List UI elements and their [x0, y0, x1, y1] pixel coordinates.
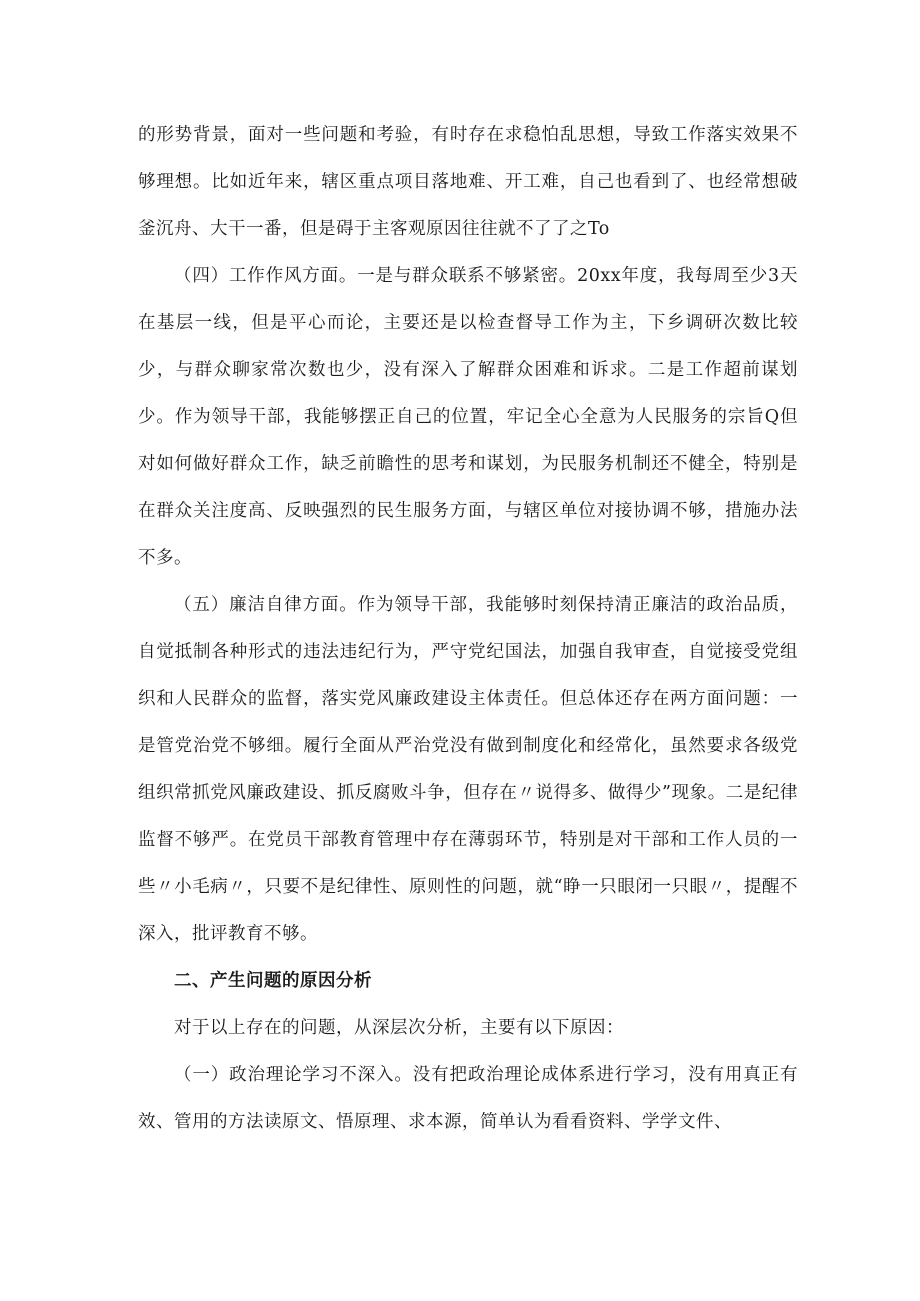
paragraph-political-theory: （一）政治理论学习不深入。没有把政治理论成体系进行学习，没有用真正有效、管用的方法读原文、悟原理、求本源，简单认为看看资料、学学文件、 — [138, 1065, 798, 1132]
paragraph-integrity: （五）廉洁自律方面。作为领导干部，我能够时刻保持清正廉洁的政治品质，自觉抵制各种形式的违法违纪行为，严守党纪国法，加强自我审查，自觉接受党组织和人民群众的监督，落实党风廉政建设主体责任。但总体还存在两方面问题：一是管党治党不够细。履行全面从严治党没有做到制度化和经常化，虽然要求各级党组织常抓党风廉政建设、抓反腐败斗争，但存在〃说得多、做得少”现象。二是纪律监督不够严。在党员干部教育管理中存在薄弱环节，特别是对干部和工作人员的一些〃小毛病〃，只要不是纪律性、原则性的问题，就“睁一只眼闭一只眼〃，提醒不深入，批评教育不够。 — [138, 595, 798, 944]
document-page — [138, 112, 798, 1146]
paragraph-intro: 对于以上存在的问题，从深层次分析，主要有以下原因： — [174, 1018, 624, 1038]
paragraph-work-style: （四）工作作风方面。一是与群众联系不够紧密。20xx年度，我每周至少3天在基层一线，但是平心而论，主要还是以检查督导工作为主，下乡调研次数比较少，与群众聊家常次数也少，没有深入了解群众困难和诉求。二是工作超前谋划少。作为领导干部，我能够摆正自己的位置，牢记全心全意为人民服务的宗旨Q但对如何做好群众工作，缺乏前瞻性的思考和谋划，为民服务机制还不健全，特别是在群众关注度高、反映强烈的民生服务方面，与辖区单位对接协调不够，措施办法不多。 — [138, 266, 798, 568]
section-heading: 二、产生问题的原因分析 — [174, 971, 372, 991]
paragraph-continuation: 的形势背景，面对一些问题和考验，有时存在求稳怕乱思想，导致工作落实效果不够理想。比如近年来，辖区重点项目落地难、开工难，自己也看到了、也经常想破釜沉舟、大干一番，但是碍于主客观原因往往就不了了之To — [138, 125, 798, 239]
